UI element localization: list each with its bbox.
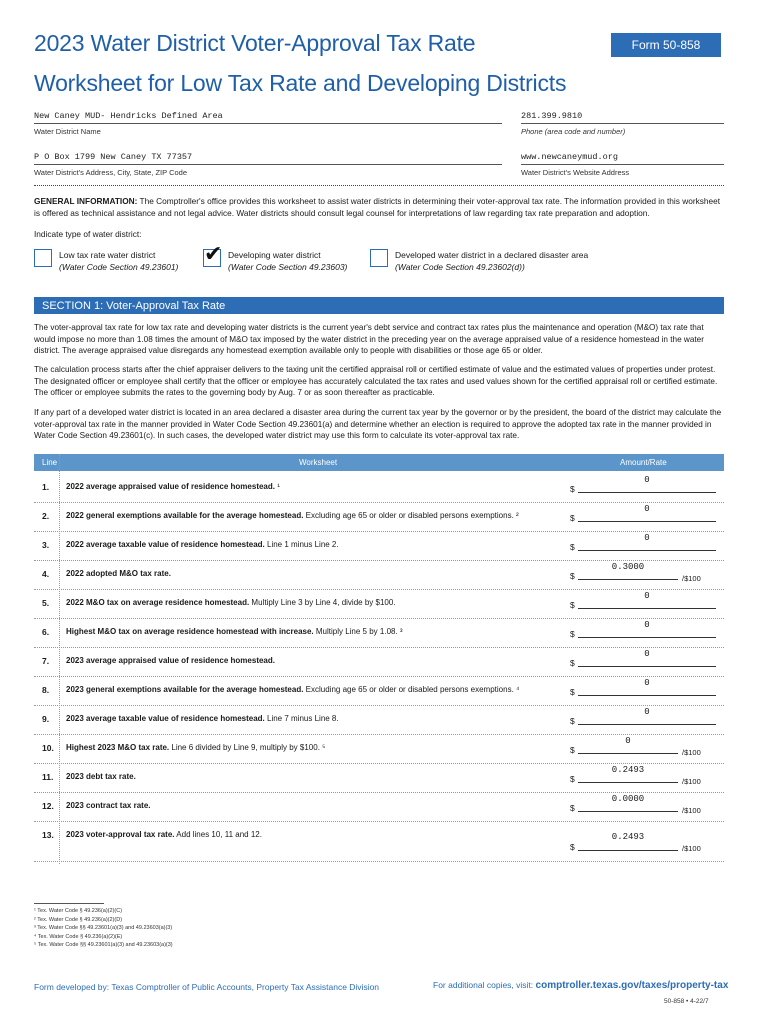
dollar-sign: $ [570,687,575,697]
line-description [66,830,566,839]
line-title: Highest M&O tax on average residence homestead with increase. [66,627,314,636]
line-number: 13. [42,830,54,840]
checkbox-label: Developing water district [228,250,321,260]
amount-underline [578,811,678,812]
line-title: 2022 general exemptions available for the average homestead. [66,511,304,520]
district-name-field [34,111,502,136]
checkbox-sublabel: (Water Code Section 49.23603) [228,262,348,272]
amount-value[interactable]: 0 [644,649,650,659]
dollar-sign: $ [570,658,575,668]
amount-underline [578,782,678,783]
line-number: 10. [42,743,54,753]
line-title: 2023 debt tax rate. [66,772,136,781]
line-description [66,482,566,491]
table-row [34,735,724,764]
dollar-sign: $ [570,629,575,639]
form-subtitle: Worksheet for Low Tax Rate and Developing Districts [34,70,567,96]
address-label: Water District's Address, City, State, ZIP Code [34,164,502,177]
line-number: 4. [42,569,50,579]
line-number: 11. [42,772,54,782]
phone-value: 281.399.9810 [521,111,583,121]
footnote: ² Tex. Water Code § 49.236(a)(2)(D) [34,916,123,923]
amount-value[interactable]: 0.3000 [611,562,645,572]
checkbox-box[interactable] [370,249,388,267]
line-number: 9. [42,714,50,724]
amount-value[interactable]: 0 [625,736,631,746]
line-number: 7. [42,656,50,666]
rate-unit: /$100 [682,748,701,757]
amount-underline [578,724,716,725]
table-row [34,706,724,735]
amount-value[interactable]: 0 [644,591,650,601]
dollar-sign: $ [570,571,575,581]
table-row [34,793,724,822]
line-title: 2023 general exemptions available for the average homestead. [66,685,304,694]
line-number: 3. [42,540,50,550]
dollar-sign: $ [570,542,575,552]
footnotes [34,907,173,950]
divider [34,185,724,186]
checkbox-sublabel: (Water Code Section 49.23601) [59,262,179,272]
amount-underline [578,492,716,493]
table-row [34,561,724,590]
amount-value[interactable]: 0 [644,707,650,717]
table-row [34,590,724,619]
amount-value[interactable]: 0 [644,504,650,514]
table-header [34,454,724,471]
section-paragraph-2: The calculation process starts after the chief appraiser delivers to the taxing unit the certified appraisal roll or certified estimate of value and the estimated values of properties under protest. The designated officer or employee shall certify that the officer or employee has accurately calculated the tax rates and used values shown for the certified appraisal roll or certified estimate. The officer or employee submits the rates to the governing body by Aug. 7 or as soon thereafter as practicable. [34,365,718,397]
amount-underline [578,753,678,754]
line-detail: ¹ [275,482,280,491]
line-detail: Add lines 10, 11 and 12. [174,830,262,839]
address-field [34,152,502,177]
amount-underline [578,850,678,851]
rate-unit: /$100 [682,844,701,853]
table-row [34,503,724,532]
dollar-sign: $ [570,745,575,755]
column-divider [59,454,60,864]
footnote: ⁵ Tex. Water Code §§ 49.23601(a)(3) and 49.23603(a)(3) [34,942,173,948]
table-row [34,619,724,648]
line-number: 5. [42,598,50,608]
checkbox-low-tax-rate[interactable] [34,249,178,273]
line-description [66,801,566,810]
line-detail: Line 6 divided by Line 9, multiply by $100. ⁵ [169,743,326,752]
footnote-rule [34,903,104,904]
column-amount: Amount/Rate [620,458,667,467]
line-number: 12. [42,801,54,811]
footnote: ⁴ Tex. Water Code § 49.236(a)(2)(E) [34,933,123,940]
amount-value[interactable]: 0 [644,533,650,543]
checkmark-icon: ✔ [204,242,223,267]
general-info-text: The Comptroller's office provides this worksheet to assist water districts in determining their voter-approval tax rate. The information provided in this worksheet is offered as technical assistance and not legal advice. Water districts should consult legal counsel for interpretations of law regarding tax rate preparation and adoption. [34,196,721,218]
line-description [66,714,566,723]
line-number: 8. [42,685,50,695]
line-title: 2022 average taxable value of residence homestead. [66,540,265,549]
checkbox-sublabel: (Water Code Section 49.23602(d)) [395,262,525,272]
amount-value[interactable]: 0.2493 [611,765,645,775]
form-title: 2023 Water District Voter-Approval Tax Rate [34,30,476,56]
dollar-sign: $ [570,803,575,813]
amount-underline [578,695,716,696]
footer-form-code: 50-858 • 4-22/7 [664,998,709,1005]
dollar-sign: $ [570,600,575,610]
column-line: Line [42,458,58,467]
amount-underline [578,550,716,551]
line-detail: Multiply Line 5 by 1.08. ³ [313,627,403,636]
dollar-sign: $ [570,513,575,523]
line-description [66,569,566,578]
line-description [66,627,566,636]
section-paragraph-3: If any part of a developed water district is located in an area declared a disaster area during the current tax year by the governor or by the president, the board of the district may calculate the voter-approval tax rate in the manner provided in Water Code Section 49.23601(a) and determine whether an election is required to approve the adopted tax rate in the manner provided in Water Code Section 49.23601(c). In such cases, the developed water district may use this form to calculate its voter-approval tax rate. [34,408,722,440]
line-title: 2022 adopted M&O tax rate. [66,569,171,578]
amount-value[interactable]: 0 [644,620,650,630]
amount-value[interactable]: 0.2493 [611,832,645,842]
amount-underline [578,521,716,522]
line-detail: Line 1 minus Line 2. [264,540,339,549]
phone-label: Phone (area code and number) [521,123,724,136]
rate-unit: /$100 [682,777,701,786]
footer-copies [433,980,728,991]
line-detail: Excluding age 65 or older or disabled persons exemptions. ² [303,511,519,520]
website-value: www.newcaneymud.org [521,152,618,162]
district-name-value: New Caney MUD- Hendricks Defined Area [34,111,223,121]
general-info-label: GENERAL INFORMATION: [34,196,138,206]
table-row [34,822,724,862]
website-field [521,152,724,177]
website-label: Water District's Website Address [521,164,724,177]
line-description [66,743,566,752]
dollar-sign: $ [570,774,575,784]
line-title: 2023 contract tax rate. [66,801,151,810]
line-number: 6. [42,627,50,637]
checkbox-box[interactable] [34,249,52,267]
line-title: 2023 average taxable value of residence homestead. [66,714,265,723]
dollar-sign: $ [570,842,575,852]
line-title: 2023 voter-approval tax rate. [66,830,175,839]
amount-value[interactable]: 0.0000 [611,794,645,804]
dollar-sign: $ [570,716,575,726]
line-number: 2. [42,511,50,521]
indicate-type-label: Indicate type of water district: [34,229,142,239]
district-name-label: Water District Name [34,123,502,136]
table-row [34,764,724,793]
checkbox-box[interactable] [203,242,223,267]
rate-unit: /$100 [682,574,701,583]
table-row [34,532,724,561]
line-description [66,511,566,520]
table-row [34,474,724,503]
footer-link[interactable]: comptroller.texas.gov/taxes/property-tax [535,980,729,991]
line-description [66,772,566,781]
table-row [34,677,724,706]
amount-underline [578,608,716,609]
footer-credit: Form developed by: Texas Comptroller of Public Accounts, Property Tax Assistance Division [34,982,380,992]
line-description [66,685,566,694]
column-worksheet: Worksheet [299,458,338,467]
address-value: P O Box 1799 New Caney TX 77357 [34,152,193,162]
checkbox-developed-disaster[interactable] [370,249,588,273]
line-title: Highest 2023 M&O tax rate. [66,743,170,752]
dollar-sign: $ [570,484,575,494]
line-detail: Line 7 minus Line 8. [264,714,339,723]
rate-unit: /$100 [682,806,701,815]
line-title: 2022 M&O tax on average residence homestead. [66,598,250,607]
line-number: 1. [42,482,50,492]
checkbox-label: Developed water district in a declared disaster area [395,250,589,260]
amount-underline [578,637,716,638]
checkbox-label: Low tax rate water district [59,250,156,260]
line-description [66,540,566,549]
line-description [66,598,566,607]
form-number-badge: Form 50-858 [611,33,721,57]
general-information [34,195,724,219]
section-1-header: SECTION 1: Voter-Approval Tax Rate [34,297,724,314]
footer-copies-prefix: For additional copies, visit: [433,980,536,990]
amount-value[interactable]: 0 [644,678,650,688]
line-detail: Multiply Line 3 by Line 4, divide by $100. [249,598,396,607]
line-title: 2022 average appraised value of residence homestead. [66,482,275,491]
checkbox-developing[interactable] [203,242,348,273]
footnote: ¹ Tex. Water Code § 49.236(a)(2)(C) [34,908,123,914]
line-detail: Excluding age 65 or older or disabled persons exemptions. ⁴ [303,685,520,694]
line-title: 2023 average appraised value of residence homestead. [66,656,275,665]
line-description [66,656,566,665]
phone-field [521,111,724,136]
amount-underline [578,579,678,580]
section-paragraph-1: The voter-approval tax rate for low tax rate and developing water districts is the current year's debt service and contract tax rates plus the maintenance and operation (M&O) tax rate that would impose no more than 1.08 times the amount of M&O tax imposed by the water district in the preceding year on the average appraised value of a residence homestead in the water district. The average appraised value disregards any homestead exemption available only to people with disabilities or those age 65 or older. [34,323,704,355]
amount-value[interactable]: 0 [644,475,650,485]
amount-underline [578,666,716,667]
footnote: ³ Tex. Water Code §§ 49.23601(a)(3) and 49.23603(a)(3) [34,925,173,931]
table-row [34,648,724,677]
